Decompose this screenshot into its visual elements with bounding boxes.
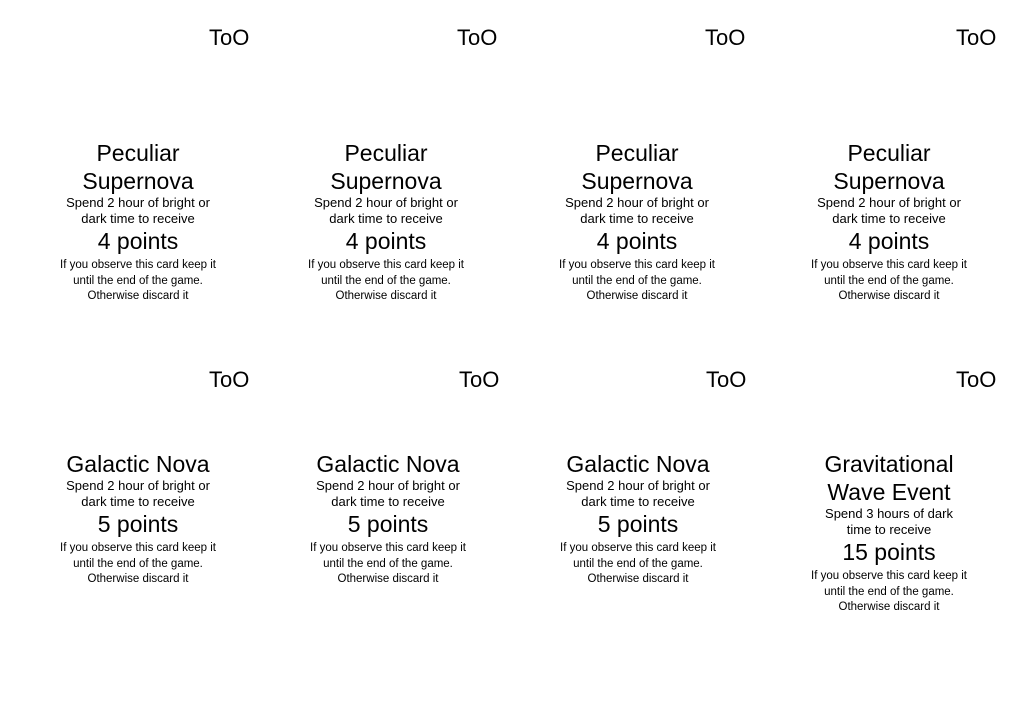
too-tag: ToO [956, 367, 997, 392]
too-tag: ToO [705, 25, 746, 50]
card-body [513, 450, 763, 588]
card-title: Galactic Nova [66, 451, 210, 477]
card-description: Spend 2 hour of bright or dark time to receive [566, 478, 710, 509]
card-points: 5 points [597, 511, 679, 537]
card-description: Spend 3 hours of dark time to receive [825, 506, 953, 537]
card-rule: If you observe this card keep it until the end of the game. Otherwise discard it [559, 259, 715, 303]
card-rule: If you observe this card keep it until the end of the game. Otherwise discard it [308, 259, 464, 303]
card-body [512, 139, 762, 305]
card-gravitational-wave-event [764, 342, 1014, 682]
card-points: 5 points [347, 511, 429, 537]
card-rule: If you observe this card keep it until the end of the game. Otherwise discard it [60, 259, 216, 303]
too-tag: ToO [459, 367, 500, 392]
card-body [764, 139, 1014, 305]
card-title: Peculiar Supernova [82, 140, 194, 194]
card-rule: If you observe this card keep it until the end of the game. Otherwise discard it [811, 259, 967, 303]
card-rule: If you observe this card keep it until the end of the game. Otherwise discard it [811, 570, 967, 614]
card-description: Spend 2 hour of bright or dark time to receive [316, 478, 460, 509]
card-rule: If you observe this card keep it until the end of the game. Otherwise discard it [60, 542, 216, 586]
card-points: 15 points [842, 539, 936, 565]
card-title: Galactic Nova [316, 451, 460, 477]
card-peculiar-supernova-3 [512, 0, 762, 340]
too-tag: ToO [209, 25, 250, 50]
card-title: Gravitational Wave Event [824, 451, 954, 505]
card-description: Spend 2 hour of bright or dark time to receive [66, 478, 210, 509]
card-body [263, 450, 513, 588]
card-points: 4 points [848, 228, 930, 254]
card-rule: If you observe this card keep it until the end of the game. Otherwise discard it [310, 542, 466, 586]
card-body [13, 450, 263, 588]
card-body [764, 450, 1014, 616]
card-peculiar-supernova-2 [261, 0, 511, 340]
card-body [261, 139, 511, 305]
card-points: 4 points [97, 228, 179, 254]
card-body [13, 139, 263, 305]
card-title: Peculiar Supernova [581, 140, 693, 194]
card-points: 5 points [97, 511, 179, 537]
card-rule: If you observe this card keep it until the end of the game. Otherwise discard it [560, 542, 716, 586]
card-title: Peculiar Supernova [330, 140, 442, 194]
card-title: Peculiar Supernova [833, 140, 945, 194]
too-tag: ToO [209, 367, 250, 392]
too-tag: ToO [956, 25, 997, 50]
card-galactic-nova-3 [513, 342, 763, 682]
too-tag: ToO [457, 25, 498, 50]
card-galactic-nova-1 [13, 342, 263, 682]
card-description: Spend 2 hour of bright or dark time to receive [817, 195, 961, 226]
card-peculiar-supernova-1 [13, 0, 263, 340]
card-points: 4 points [596, 228, 678, 254]
card-galactic-nova-2 [263, 342, 513, 682]
too-tag: ToO [706, 367, 747, 392]
card-peculiar-supernova-4 [764, 0, 1014, 340]
card-description: Spend 2 hour of bright or dark time to receive [66, 195, 210, 226]
card-description: Spend 2 hour of bright or dark time to receive [314, 195, 458, 226]
card-title: Galactic Nova [566, 451, 710, 477]
card-points: 4 points [345, 228, 427, 254]
card-description: Spend 2 hour of bright or dark time to receive [565, 195, 709, 226]
